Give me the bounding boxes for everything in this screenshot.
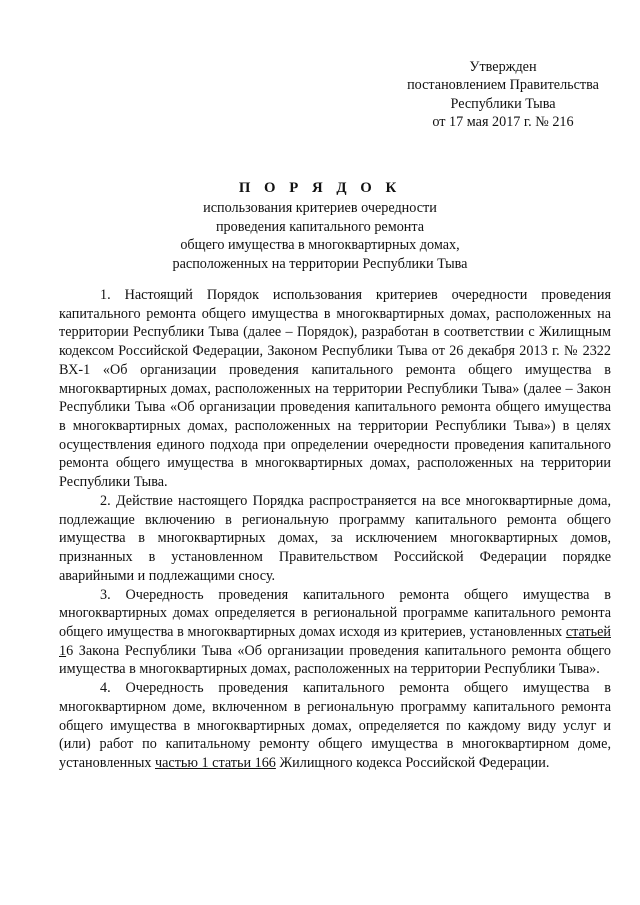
article-16-link[interactable]: статьей 1 bbox=[59, 623, 611, 659]
document-body bbox=[59, 286, 611, 773]
document-subtitle bbox=[90, 199, 550, 273]
paragraph-3-text-start: 3. Очередность проведения капитального ремонта общего имущества в многоквартирных домах определяется в региональной программе капитального ремонта общего имущества в многоквартирных домах исходя из критериев, установленных bbox=[59, 586, 611, 640]
paragraph-1: 1. Настоящий Порядок использования критериев очередности проведения капитального ремонта общего имущества в многоквартирных домах, расположенных на территории Республики Тыва (далее – Порядок), разработан в соответствии с Жилищным кодексом Российской Федерации, Законом Республики Тыва от 26 декабря 2013 г. № 2322 ВХ-1 «Об организации проведения капитального ремонта общего имущества в многоквартирных домах, расположенных на территории Республики Тыва» (далее – Закон Республики Тыва «Об организации проведения капитального ремонта общего имущества в многоквартирных домах, расположенных на территории Республики Тыва») в целях осуществления единого подхода при определении очередности проведения капитального ремонта общего имущества в многоквартирных домах, расположенных на территории Республики Тыва. bbox=[59, 287, 611, 491]
paragraph-4 bbox=[59, 679, 611, 773]
paragraph-4-text-start: 4. Очередность проведения капитального ремонта общего имущества в многоквартирном доме, включенном в региональную программу капитального ремонта общего имущества в многоквартирных домах, определяется по каждому виду услуг и (или) работ по капитальному ремонту общего имущества в многоквартирном доме, установленных bbox=[59, 680, 611, 771]
subtitle-line-3: общего имущества в многоквартирных домах, bbox=[180, 237, 460, 254]
approval-line-republic: Республики Тыва bbox=[450, 95, 556, 112]
subtitle-line-4: расположенных на территории Республики Тыва bbox=[172, 255, 468, 272]
paragraph-3-text-end: 6 Закона Республики Тыва «Об организации проведения капитального ремонта общего имущества в многоквартирных домах, расположенных на территории Республики Тыва». bbox=[59, 642, 611, 678]
subtitle-line-1: использования критериев очередности bbox=[203, 200, 437, 216]
paragraph-4-text-end: Жилищного кодекса Российской Федерации. bbox=[275, 754, 550, 771]
document-title: П О Р Я Д О К bbox=[238, 180, 402, 196]
approval-line-resolution: постановлением Правительства bbox=[407, 77, 599, 94]
paragraph-3 bbox=[59, 586, 611, 680]
subtitle-line-2: проведения капитального ремонта bbox=[215, 218, 425, 235]
approval-line-date: от 17 мая 2017 г. № 216 bbox=[432, 114, 574, 131]
article-166-link[interactable]: частью 1 статьи 166 bbox=[155, 754, 276, 771]
paragraph-2: 2. Действие настоящего Порядка распространяется на все многоквартирные дома, подлежащие включению в региональную программу капитального ремонта общего имущества в многоквартирных домах, за исключением многоквартирных домов, признанных в установленном Правительством Российской Федерации порядке аварийными и подлежащими сносу. bbox=[59, 492, 611, 584]
approval-line-approved: Утвержден bbox=[469, 59, 537, 75]
approval-block bbox=[398, 58, 608, 132]
